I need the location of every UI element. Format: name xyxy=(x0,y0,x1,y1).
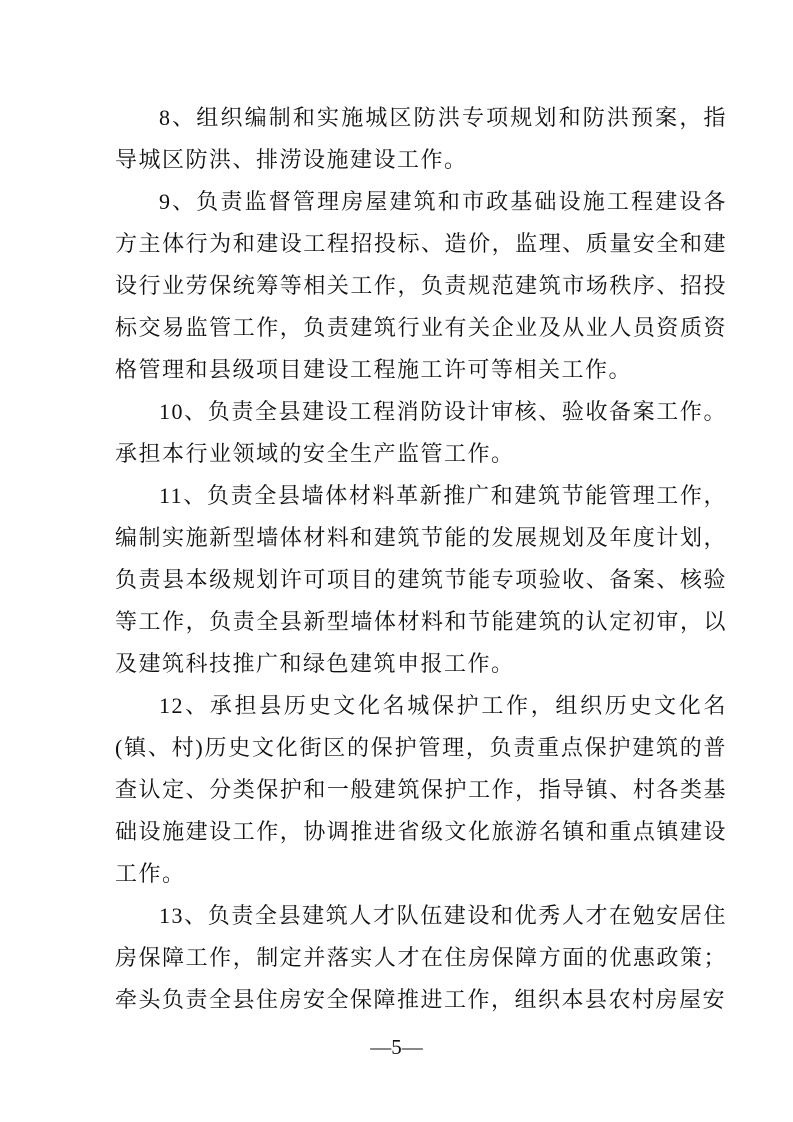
paragraph-duty-12: 12、承担县历史文化名城保护工作，组织历史文化名(镇、村)历史文化街区的保护管理，负责重点保护建筑的普查认定、分类保护和一般建筑保护工作，指导镇、村各类基础设施建设工作，协调推进省级文化旅游名镇和重点镇建设工作。 xyxy=(115,693,727,886)
paragraph-duty-8: 8、组织编制和实施城区防洪专项规划和防洪预案，指导城区防洪、排涝设施建设工作。 xyxy=(115,105,727,172)
paragraph-duty-10: 10、负责全县建设工程消防设计审核、验收备案工作。承担本行业领域的安全生产监管工作。 xyxy=(115,399,727,466)
paragraph-duty-9: 9、负责监督管理房屋建筑和市政基础设施工程建设各方主体行为和建设工程招投标、造价，监理、质量安全和建设行业劳保统筹等相关工作，负责规范建筑市场秩序、招投标交易监管工作，负责建筑行业有关企业及从业人员资质资格管理和县级项目建设工程施工许可等相关工作。 xyxy=(115,189,727,382)
paragraph-duty-13: 13、负责全县建筑人才队伍建设和优秀人才在勉安居住房保障工作，制定并落实人才在住房保障方面的优惠政策；牵头负责全县住房安全保障推进工作，组织本县农村房屋安 xyxy=(115,903,727,1012)
paragraph-duty-11: 11、负责全县墙体材料革新推广和建筑节能管理工作，编制实施新型墙体材料和建筑节能的发展规划及年度计划，负责县本级规划许可项目的建筑节能专项验收、备案、核验等工作，负责全县新型墙体材料和节能建筑的认定初审，以及建筑科技推广和绿色建筑申报工作。 xyxy=(115,483,727,676)
page-number: —5— xyxy=(370,1035,423,1059)
document-body xyxy=(115,97,727,1021)
